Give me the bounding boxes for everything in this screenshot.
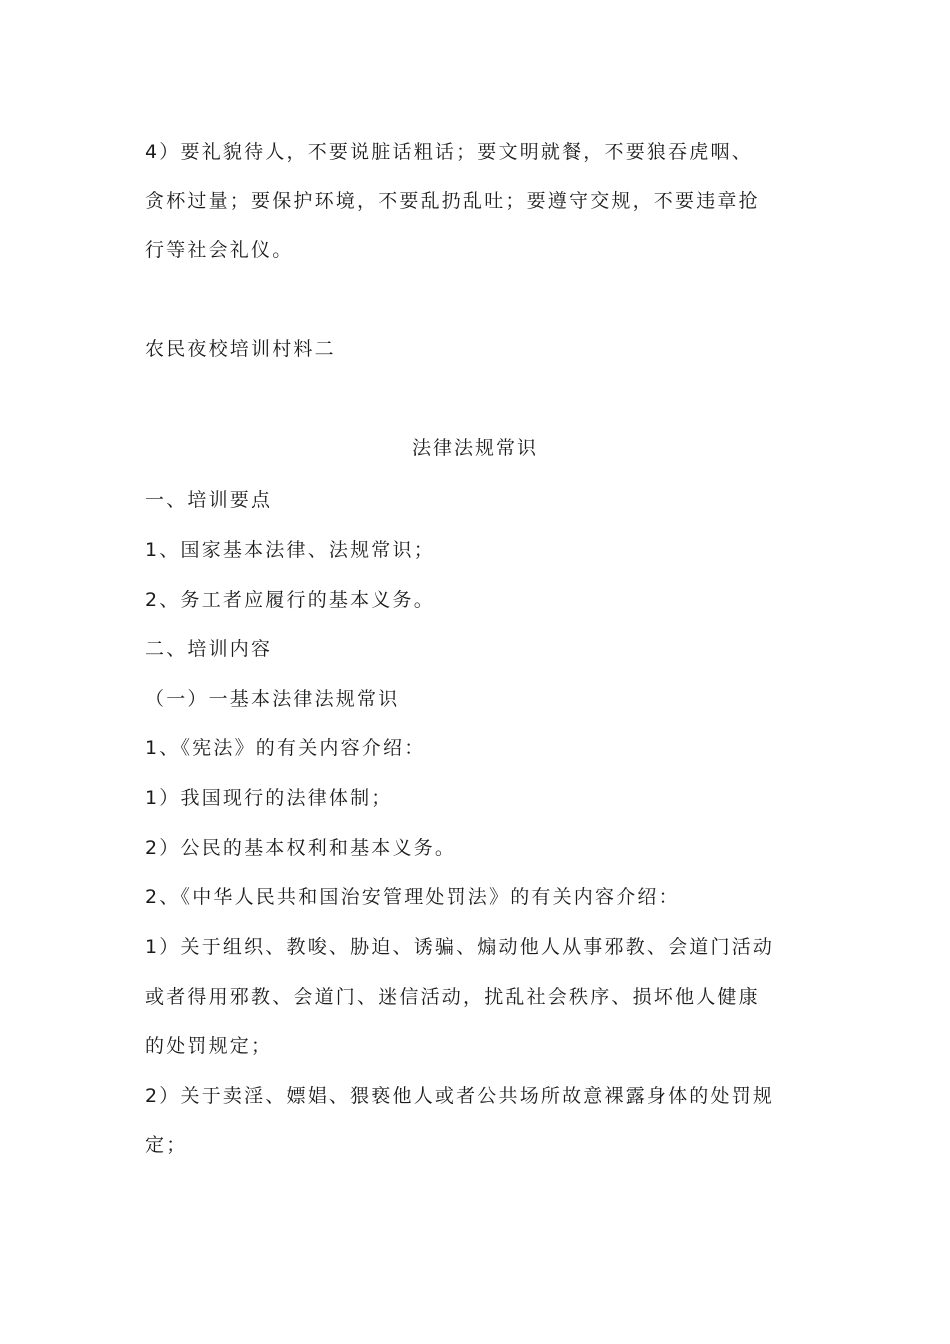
- content-item-constitution: 1、《宪法》的有关内容介绍：: [145, 737, 426, 759]
- public-security-point-2-line-2: 定；: [145, 1134, 188, 1156]
- content-item-constitution-point-1: 1）我国现行的法律体制；: [145, 787, 393, 809]
- public-security-point-1-line-2: 或者得用邪教、会道门、迷信活动，扰乱社会秩序、损坏他人健康: [145, 986, 760, 1008]
- section-heading-training-points: 一、培训要点: [145, 489, 273, 511]
- public-security-point-1-line-1: 1）关于组织、教唆、胁迫、诱骗、煽动他人从事邪教、会道门活动: [145, 936, 775, 958]
- intro-line-1: 4）要礼貌待人，不要说脏话粗话；要文明就餐，不要狼吞虎咽、: [145, 141, 753, 163]
- section-heading-training-content: 二、培训内容: [145, 638, 273, 660]
- public-security-point-2-line-1: 2）关于卖淫、嫖娼、猥亵他人或者公共场所故意裸露身体的处罚规: [145, 1085, 775, 1107]
- content-item-constitution-point-2: 2）公民的基本权利和基本义务。: [145, 837, 457, 859]
- training-point-2: 2、务工者应履行的基本义务。: [145, 589, 435, 611]
- document-title: 法律法规常识: [411, 437, 538, 459]
- material-heading: 农民夜校培训村料二: [145, 338, 336, 360]
- intro-line-3: 行等社会礼仪。: [145, 239, 294, 261]
- subsection-heading-basic-law: （一）一基本法律法规常识: [145, 688, 400, 710]
- intro-line-2: 贪杯过量；要保护环境，不要乱扔乱吐；要遵守交规，不要违章抢: [145, 190, 760, 212]
- public-security-point-1-line-3: 的处罚规定；: [145, 1035, 273, 1057]
- training-point-1: 1、国家基本法律、法规常识；: [145, 539, 435, 561]
- content-item-public-security-law: 2、《中华人民共和国治安管理处罚法》的有关内容介绍：: [145, 886, 680, 908]
